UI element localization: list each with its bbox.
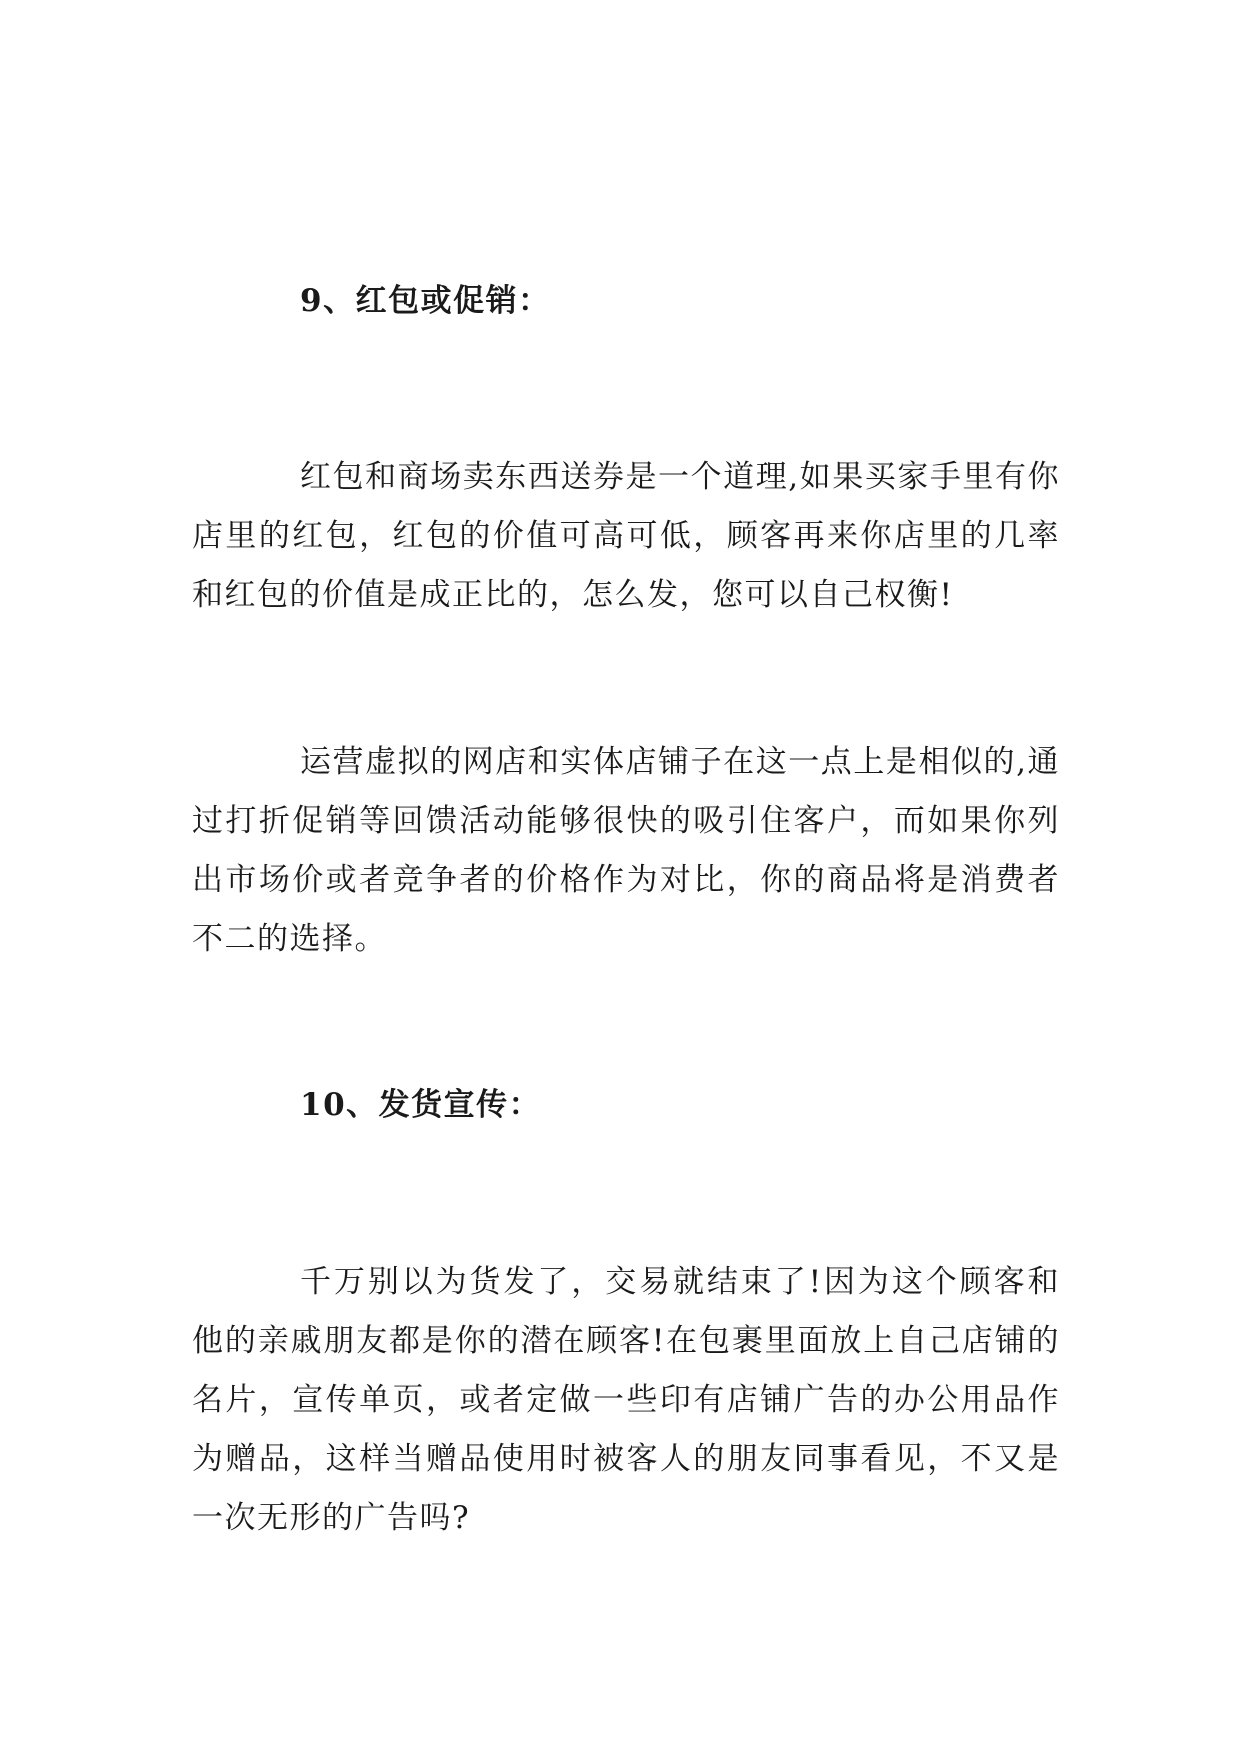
paragraph-shipping: 千万别以为货发了，交易就结束了!因为这个顾客和他的亲戚朋友都是你的潜在顾客!在包裹里面放上自己店铺的名片，宣传单页，或者定做一些印有店铺广告的办公用品作为赠品，这样当赠品使用时被客人的朋友同事看见，不又是一次无形的广告吗? bbox=[192, 1264, 1060, 1536]
section-heading-shipping: 10、发货宣传： bbox=[300, 1087, 542, 1123]
paragraph-red-packet: 红包和商场卖东西送券是一个道理,如果买家手里有你店里的红包，红包的价值可高可低，顾客再来你店里的几率和红包的价值是成正比的，怎么发，您可以自己权衡! bbox=[192, 459, 1060, 613]
paragraph-promotion: 运营虚拟的网店和实体店铺子在这一点上是相似的,通过打折促销等回馈活动能够很快的吸引住客户，而如果你列出市场价或者竞争者的价格作为对比，你的商品将是消费者不二的选择。 bbox=[192, 744, 1060, 957]
section-heading-red-packet: 9、红包或促销： bbox=[300, 283, 551, 319]
